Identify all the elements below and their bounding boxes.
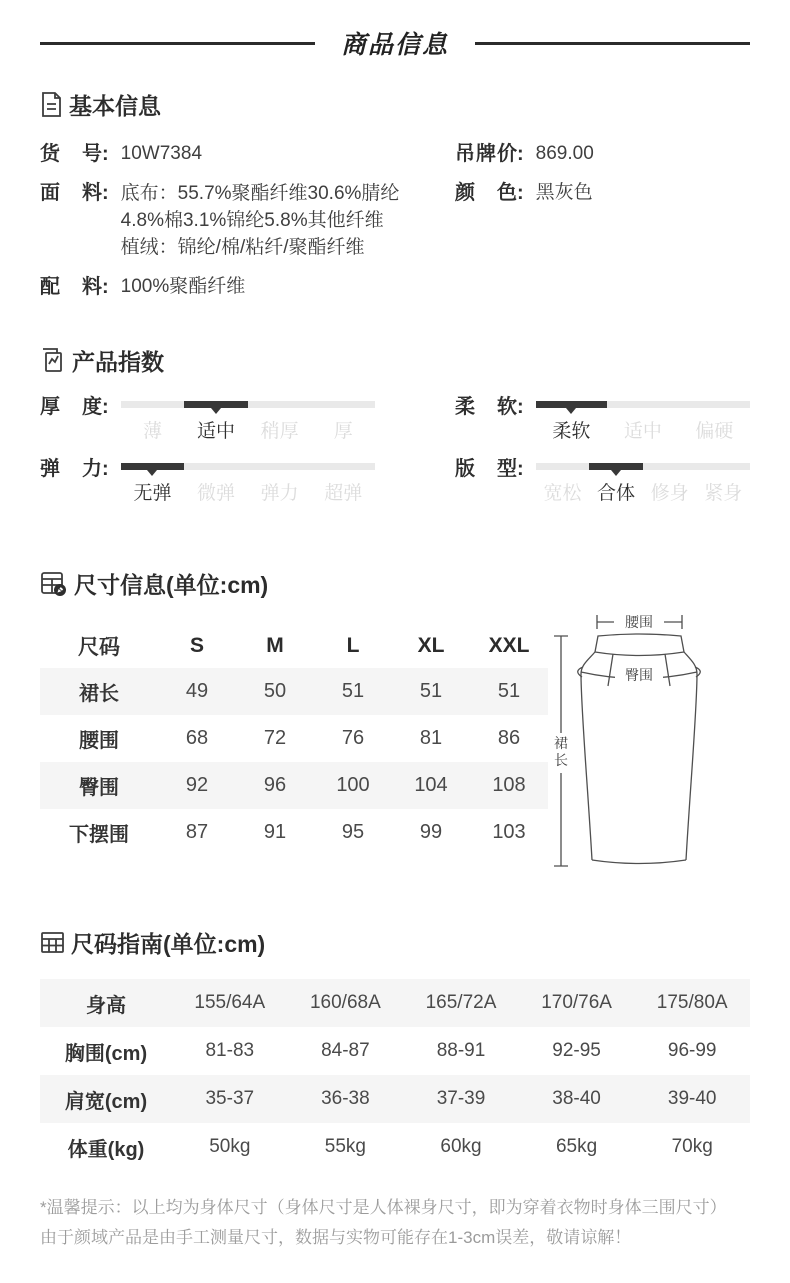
slider-option: 厚 [333,421,353,442]
table-cell: 81 [419,727,443,749]
slider-rail [536,463,750,505]
note-line-2: 由于颜域产品是由手工测量尺寸，数据与实物可能存在1-3cm误差，敬请谅解！ [40,1228,632,1247]
product-index-section-title: 产品指数 [72,349,164,375]
accessory-row: 配 料 : 100%聚酯纤维 [40,276,246,298]
table-cell: 51 [497,680,521,702]
slider-option: 薄 [142,421,162,442]
page-title-row [40,26,750,60]
color-value: 黑灰色 [535,182,593,203]
size-table [40,624,548,856]
slider-3 [40,458,455,505]
product-index-section-header [40,344,750,377]
table-row [40,715,548,762]
tag-price-label: 吊 牌 价 [455,143,517,165]
table-header-cell: 尺码 [78,636,120,659]
table-cell: 50 [263,680,287,702]
table-pencil-icon [40,570,68,597]
slider-options [121,478,375,505]
basic-info-section-title: 基本信息 [69,93,161,119]
slider-colon: : [102,396,109,418]
slider-rail [121,401,375,443]
row-label: 身高 [86,994,126,1017]
slider-label: 厚 度 [40,396,102,418]
table-header-cell: XXL [488,634,530,657]
table-row [40,762,548,809]
item-no-row: 货 号 : 10W7384 [40,143,203,165]
color-label: 颜 色 [455,182,517,204]
accessory-label: 配 料 [40,276,102,298]
slider-options [536,416,750,443]
slider-label: 柔 软 [455,396,517,418]
document-icon [40,91,63,118]
slider-track [536,463,750,470]
table-cell: 86 [497,727,521,749]
slider-option: 适中 [623,421,662,442]
table-cell: 35-37 [205,1088,255,1109]
slider-pointer-icon [611,470,621,481]
slider-track [121,463,375,470]
table-cell: 70kg [671,1136,713,1157]
chart-icon [40,347,66,374]
fabric-label: 面 料 [40,182,102,204]
slider-pointer-icon [211,408,221,419]
slider-rail [536,401,750,443]
diagram-hip-label: 臀围 [625,667,653,683]
page-title: 商品信息 [341,31,450,59]
table-cell: 37-39 [436,1088,486,1109]
row-label: 肩宽(cm) [64,1090,148,1113]
slider-option: 适中 [197,421,236,442]
item-no-label: 货 号 [40,143,102,165]
table-cell: 88-91 [436,1040,486,1061]
fabric-line-2: 4.8%棉3.1%锦纶5.8%其他纤维 [120,210,384,231]
fabric-value [121,180,400,261]
slider-option: 超弹 [324,483,363,504]
table-cell: 160/68A [309,992,381,1013]
table-cell: 92-95 [552,1040,601,1061]
table-cell: 36-38 [321,1088,370,1109]
slider-fill-segment [121,463,185,470]
table-cell: 108 [492,774,526,796]
slider-fill-segment [589,463,643,470]
table-cell: 39-40 [667,1088,717,1109]
table-cell: 104 [414,774,448,796]
title-left-rule [40,42,315,45]
table-cell: 103 [492,821,526,843]
slider-rail [121,463,375,505]
note-line-1: *温馨提示：以上均为身体尺寸（身体尺寸是人体裸身尺寸，即为穿着衣物时身体三围尺寸） [40,1198,727,1217]
table-cell: 175/80A [656,992,728,1013]
slider-option: 紧身 [704,483,743,504]
slider-options [536,478,750,505]
row-label: 胸围(cm) [64,1042,148,1065]
table-cell: 81-83 [205,1040,255,1061]
fabric-row: 面 料 : 底布：55.7%聚酯纤维30.6%腈纶 4.8%棉3.1%锦纶5.8%其他纤维 植绒：锦纶/棉/粘纤/聚酯纤维 [40,180,455,261]
table-cell: 65kg [555,1136,598,1157]
grid-table-icon [40,930,65,955]
table-cell: 170/76A [541,992,612,1013]
skirt-diagram [550,608,750,878]
row-label: 体重(kg) [67,1138,145,1161]
table-row [40,668,548,715]
table-cell: 55kg [324,1136,366,1157]
table-cell: 68 [185,727,209,749]
table-header-cell: L [346,634,360,657]
slider-label-wrap [40,459,109,479]
slider-option: 弹力 [260,483,299,504]
table-cell: 51 [419,680,443,702]
size-info-section-title: 尺寸信息(单位:cm) [74,572,269,598]
table-cell: 49 [185,680,209,702]
slider-label: 弹 力 [40,458,102,480]
slider-pointer-icon [566,408,576,419]
tag-price-row: 吊 牌 价 : 869.00 [455,143,594,165]
slider-label: 版 型 [455,458,517,480]
color-row: 颜 色 : 黑灰色 [455,182,593,204]
slider-1 [40,396,455,443]
slider-option: 无弹 [133,483,172,504]
size-info-section-header [40,567,750,600]
slider-pointer-icon [147,470,157,481]
table-row [40,809,548,856]
size-info-body [40,614,750,878]
slider-label-wrap [455,397,524,417]
size-guide-table [40,979,750,1171]
slider-colon: : [517,396,524,418]
size-guide-section-header [40,926,750,959]
table-cell: 51 [341,680,365,702]
product-index-sliders [40,396,750,505]
table-header-cell: XL [417,634,445,657]
slider-colon: : [102,458,109,480]
item-no-value: 10W7384 [120,143,203,164]
basic-info-grid [40,141,750,300]
slider-colon: : [517,458,524,480]
slider-option: 修身 [650,483,689,504]
slider-2 [455,396,750,443]
table-row [40,979,750,1027]
table-cell: 165/72A [425,992,497,1013]
row-label: 腰围 [79,730,119,752]
slider-track [121,401,375,408]
table-header-cell: M [266,634,284,657]
row-label: 裙长 [79,683,119,705]
fabric-line-3: 植绒：锦纶/棉/粘纤/聚酯纤维 [120,237,365,258]
table-cell: 60kg [440,1136,482,1157]
footer-notes [40,1193,750,1253]
slider-fill-segment [536,401,607,408]
accessory-value: 100%聚酯纤维 [120,276,246,297]
slider-label-wrap [40,397,109,417]
table-row [40,1027,750,1075]
table-cell: 99 [419,821,443,843]
diagram-length-label: 裙长 [554,735,568,768]
slider-option: 合体 [597,483,636,504]
slider-option: 柔软 [552,421,591,442]
table-cell: 100 [336,774,370,796]
table-cell: 84-87 [321,1040,370,1061]
table-cell: 91 [263,821,287,843]
tag-price-value: 869.00 [535,143,594,164]
table-cell: 72 [263,727,287,749]
slider-option: 稍厚 [260,421,299,442]
title-right-rule [475,42,750,45]
basic-info-section-header [40,88,750,121]
slider-options [121,416,375,443]
slider-option: 微弹 [197,483,236,504]
slider-track [536,401,750,408]
table-row [40,1075,750,1123]
table-cell: 50kg [209,1136,251,1157]
slider-label-wrap [455,459,524,479]
row-label: 臀围 [79,777,119,799]
slider-option: 宽松 [543,483,582,504]
table-cell: 76 [341,727,365,749]
table-cell: 92 [185,774,209,796]
table-cell: 95 [341,821,365,843]
table-cell: 96-99 [667,1040,717,1061]
table-header-row [40,624,548,668]
table-header-cell: S [189,634,204,657]
diagram-waist-label: 腰围 [625,614,653,630]
table-cell: 96 [263,774,287,796]
slider-fill-segment [184,401,248,408]
slider-option: 偏硬 [695,421,734,442]
fabric-line-1: 底布：55.7%聚酯纤维30.6%腈纶 [120,183,400,204]
table-cell: 87 [185,821,209,843]
table-cell: 155/64A [194,992,266,1013]
table-row [40,1123,750,1171]
slider-4 [455,458,750,505]
row-label: 下摆围 [69,824,129,846]
size-guide-section-title: 尺码指南(单位:cm) [71,931,266,957]
table-cell: 38-40 [552,1088,601,1109]
